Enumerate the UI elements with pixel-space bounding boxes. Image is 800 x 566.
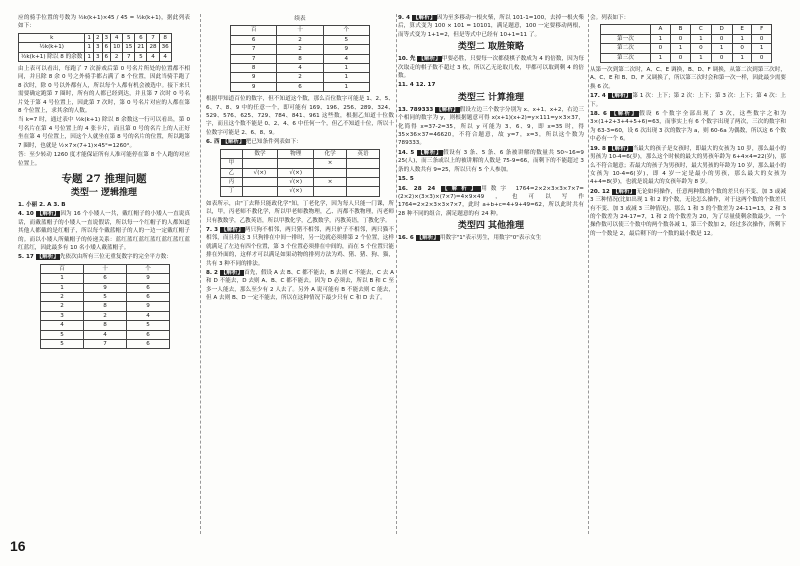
table-row [221, 187, 380, 196]
answer-6 [206, 138, 394, 146]
table-cell: 2 [84, 311, 127, 320]
table-cell: 3 [93, 43, 102, 52]
table-row [231, 82, 370, 91]
table-cell: 4 [84, 330, 127, 339]
paragraph: 从第一次到第二次时，A、C、E 调换，B、D、F 调换，从第二次到第三次时，A、C、E 和 B、D、F 又调换了，所以第三次时会和第一次一样，因此最少需要换 6 次。 [590, 67, 786, 90]
answer-text: 假设有 3 条、5 条、6 条被讲解的数量共 50~16=9 25(人)，而三条或以上的被讲解的人数是 75-9=66，而剩下的不能超过 3 条的人数共有 9=25，所以只有 5 个人参加。 [398, 149, 584, 173]
analysis-tag: 【解析】 [222, 139, 245, 146]
table-cell: 15 [123, 43, 135, 52]
table-cell: 4 [41, 321, 84, 330]
table-caption: 续表 [294, 16, 306, 22]
table-header-cell: A [650, 25, 670, 34]
table-cell: √(×) [278, 168, 314, 177]
answer-17 [590, 92, 786, 109]
table-cell: 9 [231, 73, 277, 82]
table-cell [347, 177, 380, 186]
table-row [41, 311, 170, 320]
table-cell: 8 [84, 321, 127, 330]
table-cell: √(×) [242, 168, 278, 177]
table-cell: 第三次 [601, 53, 651, 62]
analysis-tag: 【解析】 [220, 269, 244, 276]
table-cell: ½k(k+1) [19, 43, 85, 52]
table-row [231, 64, 370, 73]
analysis-tag: 【解析】 [412, 15, 436, 21]
paragraph: 由上表可以看出，每跑了 7 次游戏后第 0 号名片所处的位置都不相同，并且除 8 余 0 号之外骑手都占满了 8 个位置，因此当骑手跑了 8 次时，除 0 号以外都有人，所以每个人都有机会被选中。接下来只需要确定跑第 7 圈时，所有的人都已经到达，并且第 7 次时 0 号名片处于第 4 号位置上，因此第 7 次时，第 0 号名片对应的人都在第 8 个位置上，求其余的人数。 [18, 66, 190, 115]
table-header-cell [601, 25, 651, 34]
table-cell: 3 [41, 311, 84, 320]
table-cell: 4 [277, 64, 323, 73]
answer-text: 第 1 次：上下；第 2 次：上下；第 3 次：上下；第 4 次：上下。 [590, 93, 786, 108]
answer-7 [206, 226, 394, 268]
table-cell: 6 [127, 283, 170, 292]
table-cell: 9 [127, 274, 170, 283]
table-cell: 1 [691, 53, 711, 62]
analysis-tag: 【解析】 [36, 211, 60, 218]
table-row [41, 292, 170, 301]
table-row [41, 340, 170, 349]
answer-4 [18, 210, 190, 252]
page-number: 16 [10, 538, 26, 554]
table-cell: 7 [123, 52, 135, 61]
table-cell: 9 [127, 302, 170, 311]
answer-text: 用数字 1764=2×2×3×3×7×7=(2×2)×(3×3)×(7×7)=4×9×49，也可以写作 1764=2×2×3×3×7×7，此时 a+b+c=4+9+49=62，所以此时共有 28 种不同的组合，满足题意的有 24 种。 [398, 185, 584, 217]
table-cell: 5 [123, 33, 135, 42]
answer-5 [18, 253, 190, 261]
table-cell: 1 [41, 283, 84, 292]
column-divider [396, 14, 397, 534]
table-cell: √(×) [278, 187, 314, 196]
column-2 [206, 14, 394, 534]
table-cell: 1 [323, 64, 369, 73]
answer-19 [590, 145, 786, 187]
table-header-row [601, 25, 772, 34]
table-cell: 5 [84, 292, 127, 301]
table-cell: 2 [277, 73, 323, 82]
table-row [41, 283, 170, 292]
answer-number: 6. 西 [206, 139, 220, 146]
table-cell: 1 [323, 73, 369, 82]
analysis-tag: 【解析】 [610, 111, 639, 118]
answer-number: 9. 4 [398, 15, 410, 21]
table-cell: 5 [41, 340, 84, 349]
table-row [41, 274, 170, 283]
table-cell: 5 [135, 52, 147, 61]
table-cell: √(×) [278, 177, 314, 186]
table-cell: 第二次 [601, 44, 651, 53]
table-row [231, 54, 370, 63]
answer-16 [398, 185, 584, 219]
table-cell: 1 [85, 33, 94, 42]
analysis-tag: 【解析】 [608, 93, 632, 100]
column-divider [200, 14, 201, 534]
table-header-cell: 个 [323, 26, 369, 35]
paragraph: 根据甲知道百位的数字，但不知道这个数，那么百位数字可能是 1、2、5、6、7、8、9 中的任意一个，即可能有 169、196、256、289、324、529、576、625、729、784、841、961 这些数，根据乙知道十位数字，而且这个数不能是 0、2、4、6 中任何一个，但乙不知道十位，所以十位数字可能是 2、6、8、9。 [206, 96, 394, 136]
table-cell: 9 [323, 45, 369, 54]
table-cell: 2 [277, 45, 323, 54]
table-row [601, 44, 772, 53]
table-cell: 4 [127, 311, 170, 320]
column-1 [18, 14, 190, 534]
column-4 [590, 14, 786, 534]
table-cell [242, 177, 278, 186]
lesson-title: 专题 27 推理问题 [61, 172, 147, 185]
table-cell: 8 [277, 54, 323, 63]
table-cell: 6 [127, 292, 170, 301]
answer-text: 假设 6 个数字全部出现了 3 次，这些数字之和为 3×(1+2+3+4+5+6)=63，而事实上有 6 个数字出现了两次，三次的数字和为 63-3=60，设 6 次出现 3 次的数字为 a，则 60-6a 为偶数，所以这 6 个数中必有一个 6。 [590, 111, 786, 143]
table-cell: 28 [147, 43, 159, 52]
section-heading: 类型二 取胜策略 [457, 42, 525, 53]
k-remainder-table [18, 33, 172, 62]
table-cell: 8 [84, 302, 127, 311]
table-cell: 4 [159, 52, 171, 61]
table-header-cell: B [670, 25, 690, 34]
table-cell: 6 [102, 43, 111, 52]
table-cell: 0 [711, 34, 732, 43]
table-cell: 第一次 [601, 34, 651, 43]
table-header-row [221, 149, 380, 158]
teacher-subject-table [220, 149, 380, 197]
answer-13 [398, 106, 584, 148]
answer-number: 13. 789333 [398, 106, 434, 113]
table-cell: 6 [231, 35, 277, 44]
table-row [221, 159, 380, 168]
table-header-cell: 数学 [242, 149, 278, 158]
table-cell: 7 [147, 33, 159, 42]
table-cell: 6 [127, 340, 170, 349]
answer-14 [398, 149, 584, 174]
answer-text: 首先，假设 A 去 B、C 都不能去，B 去则 C 不能去，C 去 A 和 D 不能去，D 去则 A、B、C 都不能去。因为 D 必须去，所以 B 和 C 至多一人能去，那么至少有 2 人去了。另外 A 说可能有 B 不能去则 C 能去，但 A 去则 B、D 一定不能去，所以在这种情况下最少只有 C 和 D 去了。 [206, 269, 394, 302]
table-cell: × [314, 177, 347, 186]
analysis-tag: 【解析】 [418, 56, 441, 63]
table-cell: 6 [135, 33, 147, 42]
column-3 [398, 14, 584, 534]
table-cell: 2 [93, 33, 102, 42]
table-cell [242, 187, 278, 196]
table-cell [347, 159, 380, 168]
answer-text: 用数字"1"表示男生，用数字"0"表示女生 [439, 235, 542, 242]
answer-number: 20. 12 [590, 188, 610, 195]
table-header-cell: 十 [277, 26, 323, 35]
answer-text: 当最大的孩子是女孩时，即最大的女孩为 10 岁，那么最小的男孩为 10-4=6(岁)，那么这个时候的最大的男孩年龄为 6+4×4=22(岁)，那么不符合题意；若最大的孩子为男孩时，最大男孩的年龄为 10 岁，那么最小的女孩为 10-4=6(岁)，即 4 岁一定是最小的男孩，那么最大的女孩为 4+4=8(岁)，也就是说最大的女孩年龄为 8 岁。 [590, 145, 786, 186]
table-cell: 1 [732, 53, 752, 62]
table-row [221, 177, 380, 186]
table-cell: k [19, 33, 85, 42]
table-cell: ½k(k+1) 除以 8 的余数 [19, 52, 85, 61]
answer-number: 18. 6 [590, 111, 607, 118]
answer-text: 因为至多移动一根火柴，所以 101-1=100，去掉一根火柴后，算式变为 100 × 101 = 10101，满足题意，100 一定要移动两根，而等式变为 1+1=2，但是等式中已经有 10+1=11 了。 [398, 15, 584, 38]
table-header-cell: 英语 [347, 149, 380, 158]
table-cell: 6 [127, 330, 170, 339]
answer-number: 19. 8 [590, 145, 606, 152]
table-cell: 甲 [221, 159, 243, 168]
table-cell: 7 [84, 340, 127, 349]
table-row [231, 73, 370, 82]
answer-line: 1. 小丽 2. A 3. B [18, 201, 66, 208]
table-cell: 1 [85, 52, 94, 61]
table-cell: 21 [135, 43, 147, 52]
table-cell: 3 [102, 33, 111, 42]
table-cell: 1 [711, 44, 732, 53]
answer-line: 15. 5 [398, 176, 414, 183]
answer-text: 两只狗不相邻，两只猪不相邻，两只驴子不相邻，两只猫不相邻，而且将这 3 只狗排在中间一排时，另一边就必须排第 2 个位置，这样就满足了左边有四个位置，第 3 个位置必须排在中间的，而在 5 个位置只能排在外面的，这样才可以满足如果动物的排列方法为鸡、猪、猪、狗、猫，共有 3 种不同的排法。 [206, 226, 394, 267]
table-cell: 6 [277, 82, 323, 91]
table-cell: 8 [231, 64, 277, 73]
answer-number: 14. 5 [398, 149, 415, 156]
table-cell: 6 [84, 274, 127, 283]
table-header-row [41, 264, 170, 273]
analysis-tag: 【解析】 [416, 235, 439, 242]
answer-number: 10. 先 [398, 56, 416, 63]
table-cell: 1 [650, 53, 670, 62]
paragraph: 应的骑手位置的号数为 ½k(k+1)×45 / 45 = ½k(k+1)，据此列表如下： [18, 15, 190, 30]
table-header-cell [221, 149, 243, 158]
answer-10 [398, 55, 584, 80]
answer-number: 16. 6 [398, 235, 414, 242]
table-header-cell: C [691, 25, 711, 34]
table-header-cell: 十 [84, 264, 127, 273]
table-cell: 2 [41, 292, 84, 301]
section-heading: 类型三 计算推理 [457, 92, 525, 103]
table-row [601, 53, 772, 62]
table-row [19, 52, 172, 61]
table-row [41, 321, 170, 330]
table-cell: 36 [159, 43, 171, 52]
table-row [41, 330, 170, 339]
table-cell: 1 [650, 34, 670, 43]
answer-8 [206, 269, 394, 303]
answer-number: 5. 17 [18, 254, 34, 261]
answer-text: 先依次由所有三位无重复数字的完全平方数： [59, 254, 172, 261]
table-cell: 7 [231, 54, 277, 63]
section-heading: 类型一 逻辑推理 [70, 187, 138, 198]
table-row [231, 45, 370, 54]
table-header-cell: F [752, 25, 772, 34]
table-cell: 4 [323, 54, 369, 63]
answer-number: 7. 3 [206, 226, 219, 233]
answer-16b [398, 234, 584, 242]
table-header-cell: 个 [127, 264, 170, 273]
square-digits-table-continued [230, 25, 370, 92]
seating-table [600, 24, 772, 63]
answer-9 [398, 14, 584, 39]
table-cell [347, 168, 380, 177]
table-cell: 0 [650, 44, 670, 53]
table-cell: 0 [670, 34, 690, 43]
table-cell: 乙 [221, 168, 243, 177]
table-cell: 7 [231, 45, 277, 54]
table-cell: 0 [752, 53, 772, 62]
table-row [601, 34, 772, 43]
answer-text: 把已知条件列表如下： [245, 139, 302, 146]
answer-line: 11. 4 12. 17 [398, 82, 436, 89]
column-divider [588, 14, 589, 534]
table-cell: 2 [111, 52, 123, 61]
answer-text: 因为 16 个小矮人一共，戴红帽子的小矮人一直说真话，而戴蓝帽子的小矮人一直说假话，所以每一个红帽子的人都知道其他人都戴的是红帽子，所以每个戴蓝帽子的人的一边一定戴红帽子的。而以小矮人所戴帽子的传递关系：蓝红蓝红蓝红蓝红蓝红蓝红蓝红蓝红，因此最多有 10 名小矮人戴蓝帽子。 [18, 211, 190, 251]
table-header-cell: 化学 [314, 149, 347, 158]
table-cell: 0 [670, 53, 690, 62]
table-cell [347, 187, 380, 196]
table-cell: 1 [323, 82, 369, 91]
analysis-tag: 【解析】 [442, 185, 481, 192]
table-row [231, 35, 370, 44]
table-cell: 2 [41, 302, 84, 311]
table-header-cell: E [732, 25, 752, 34]
analysis-tag: 【解析】 [612, 188, 636, 195]
answer-number: 17. 4 [590, 93, 606, 100]
table-row [221, 168, 380, 177]
table-cell: 8 [159, 33, 171, 42]
answer-18 [590, 110, 786, 144]
table-cell: × [314, 159, 347, 168]
table-cell: 2 [277, 35, 323, 44]
section-heading: 类型四 其他推理 [457, 221, 525, 232]
table-cell: 5 [41, 330, 84, 339]
table-cell [314, 187, 347, 196]
answer-text: 甲要必胜，只要每一次都使棋子数成为 4 的倍数，因为每次取走的棋子数不超过 3 枚，所以乙无论取几枚，甲都可以取到剩 4 的倍数。 [398, 56, 584, 80]
table-cell [278, 159, 314, 168]
table-cell: 1 [752, 44, 772, 53]
analysis-tag: 【解析】 [220, 226, 244, 233]
table-cell: 1 [85, 43, 94, 52]
table-cell: 1 [41, 274, 84, 283]
table-cell: 4 [147, 52, 159, 61]
table-cell: 9 [84, 283, 127, 292]
table-cell: 0 [711, 53, 732, 62]
answer-text: 假设左边三个数字分别为 x、x+1、x+2，右边三个相同的数字为 y，则根据题意可得 x(x+1)(x+2)=y×111=y×3×37，化简得 x=37-2=35，所以 y 可能为 3、6、9，即 x=35 时，得 35×36×37=46620，不符合题意，故 y=7，x=3，所以这个数为 789333。 [398, 106, 584, 147]
answer-number: 16. 28 24 [398, 185, 436, 192]
answer-number: 8. 2 [206, 269, 218, 276]
table-cell: 9 [231, 82, 277, 91]
table-header-row [231, 26, 370, 35]
answer-number: 4. 10 [18, 211, 34, 218]
table-row [41, 302, 170, 311]
paragraph: 会。列表如下： [590, 15, 630, 21]
table-cell [314, 168, 347, 177]
table-cell: 0 [732, 44, 752, 53]
table-row [19, 43, 172, 52]
table-header-cell: 物理 [278, 149, 314, 158]
paragraph: 如表所示，由"丁去释只能政化学"知，丁老化学，因为每人只能一门课，所以，甲，丙老师不教化学，所以甲老师教物理，乙、丙都不教物理，丙老师只有教数学，乙教英语，所以甲教化学，乙教数学，丙教英语，丁教化学。 [206, 200, 394, 224]
table-cell: 丁 [221, 187, 243, 196]
table-cell: 4 [111, 33, 123, 42]
table-cell: 0 [691, 44, 711, 53]
table-header-cell: 百 [41, 264, 84, 273]
paragraph: 当 k=7 时，通过表中 ½k(k+1) 除以 8 余数这一行可以看出，第 0 号名片在第 4 号位置上的 4 张卡片，而且第 0 号的名片上的人正好坐在第 4 号位置上，因这个人就坐在第 8 号的名片的位置，所以跑第 7 圈时，也就是 ½×7×(7+1)×45°=1260°。 [18, 117, 190, 149]
table-cell: 丙 [221, 177, 243, 186]
answer-20 [590, 188, 786, 238]
table-cell: 1 [691, 34, 711, 43]
table-row [19, 33, 172, 42]
table-cell: 5 [127, 321, 170, 330]
table-cell: 1 [732, 34, 752, 43]
analysis-tag: 【解析】 [608, 145, 632, 152]
analysis-tag: 【解析】 [36, 254, 59, 261]
table-cell [242, 159, 278, 168]
table-cell: 3 [93, 52, 102, 61]
table-cell: 5 [323, 35, 369, 44]
table-cell: 10 [111, 43, 123, 52]
square-digits-table [40, 264, 170, 350]
table-header-cell: 百 [231, 26, 277, 35]
analysis-tag: 【解析】 [417, 149, 443, 156]
answer-text: 无论如何操作，任意两种数的个数的差只有不变、加 3 或减 3 三种情况(比如出现 1 和 2 的个数，无论怎么操作，对于这两个数的个数差只有不变、加 3 或减 3 三种情况)。那么 1 和 3 的个数差为 24-11=13，2 和 3 的个数差为 24-17=7，1 和 2 的个数差为 20，为了尽量使剩余数最少，一个操作数可以使三个数中的两个数各减 1，第三个数加 2，经过多次操作，所剩下的一个数是 2，最后剩下的一个数的最小数是 12。 [590, 188, 786, 237]
paragraph: 答：至少转动 1260 度才能保证所有人准可能停在第 8 个人跑的对应位置上。 [18, 152, 190, 167]
table-cell: 0 [752, 34, 772, 43]
table-cell: 1 [670, 44, 690, 53]
analysis-tag: 【解析】 [436, 106, 459, 113]
table-cell: 6 [102, 52, 111, 61]
table-header-cell: D [711, 25, 732, 34]
